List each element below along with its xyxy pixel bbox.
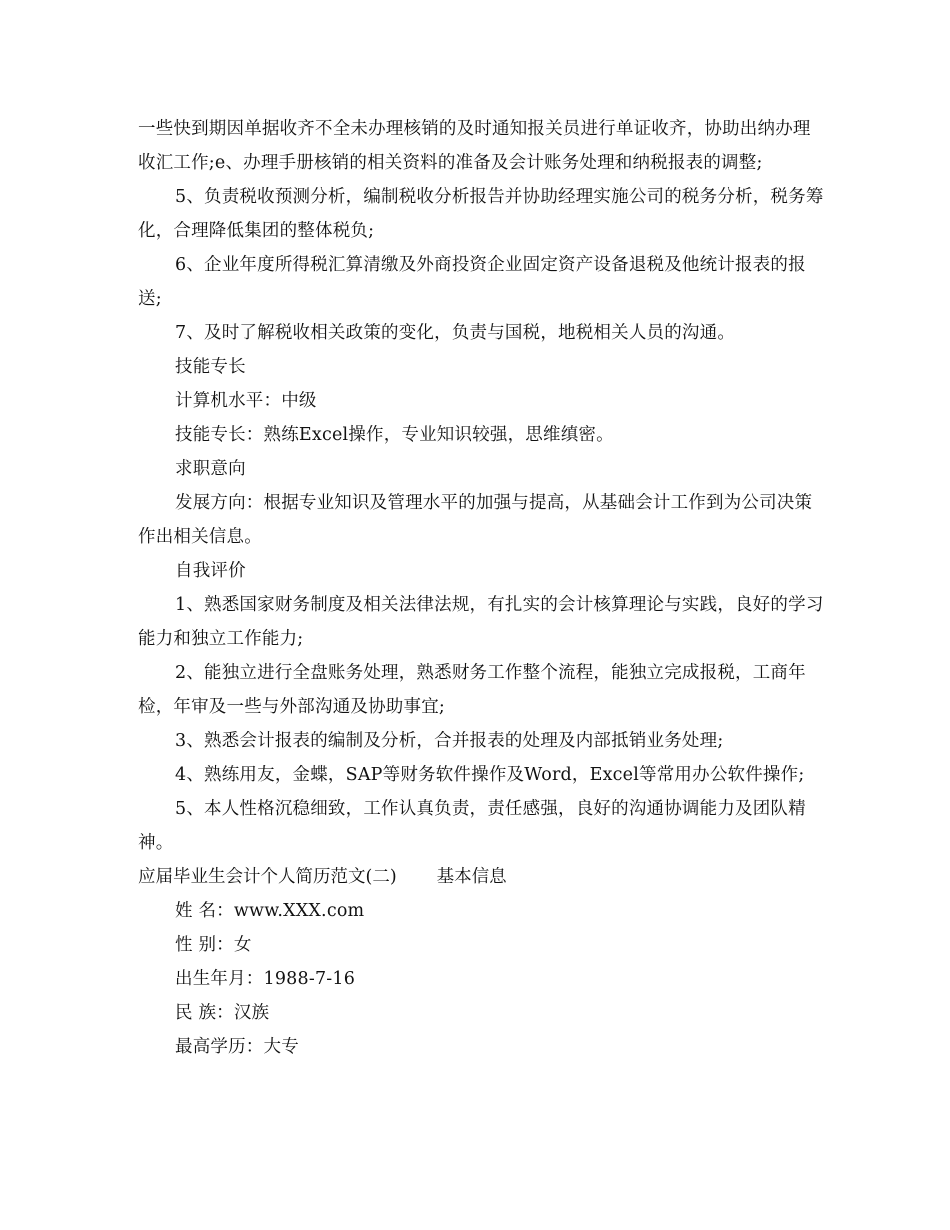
paragraph: 1、熟悉国家财务制度及相关法律法规，有扎实的会计核算理论与实践，良好的学习能力和独立工作能力; <box>138 595 824 649</box>
paragraph: 计算机水平：中级 <box>175 391 317 411</box>
paragraph: 一些快到期因单据收齐不全未办理核销的及时通知报关员进行单证收齐，协助出纳办理收汇工作;e、办理手册核销的相关资料的准备及会计账务处理和纳税报表的调整; <box>138 119 811 173</box>
info-ethnicity: 民 族：汉族 <box>175 1003 270 1023</box>
paragraph: 4、熟练用友，金蝶，SAP等财务软件操作及Word，Excel等常用办公软件操作; <box>175 765 805 785</box>
info-birthdate: 出生年月：1988-7-16 <box>175 969 356 989</box>
section-label-skills: 技能专长 <box>175 357 246 377</box>
paragraph: 发展方向：根据专业知识及管理水平的加强与提高，从基础会计工作到为公司决策作出相关信息。 <box>138 493 813 547</box>
paragraph: 5、负责税收预测分析，编制税收分析报告并协助经理实施公司的税务分析，税务筹化，合理降低集团的整体税负; <box>138 187 824 241</box>
paragraph: 7、及时了解税收相关政策的变化，负责与国税，地税相关人员的沟通。 <box>175 323 736 343</box>
paragraph: 6、企业年度所得税汇算清缴及外商投资企业固定资产设备退税及他统计报表的报送; <box>138 255 806 309</box>
info-education: 最高学历：大专 <box>175 1037 299 1057</box>
section-subtitle: 基本信息 <box>436 867 507 887</box>
document-body <box>138 112 828 1064</box>
paragraph: 2、能独立进行全盘账务处理，熟悉财务工作整个流程，能独立完成报税，工商年检，年审及一些与外部沟通及协助事宜; <box>138 663 806 717</box>
section-label-job-intention: 求职意向 <box>175 459 246 479</box>
info-name: 姓 名：www.XXX.com <box>175 901 365 921</box>
section-heading <box>138 860 828 894</box>
paragraph: 5、本人性格沉稳细致，工作认真负责，责任感强，良好的沟通协调能力及团队精神。 <box>138 799 806 853</box>
section-title: 应届毕业生会计个人简历范文(二) <box>138 867 397 887</box>
paragraph: 技能专长：熟练Excel操作，专业知识较强，思维缜密。 <box>175 425 614 445</box>
paragraph: 3、熟悉会计报表的编制及分析，合并报表的处理及内部抵销业务处理; <box>175 731 724 751</box>
info-gender: 性 别：女 <box>175 935 252 955</box>
section-label-self-evaluation: 自我评价 <box>175 561 246 581</box>
